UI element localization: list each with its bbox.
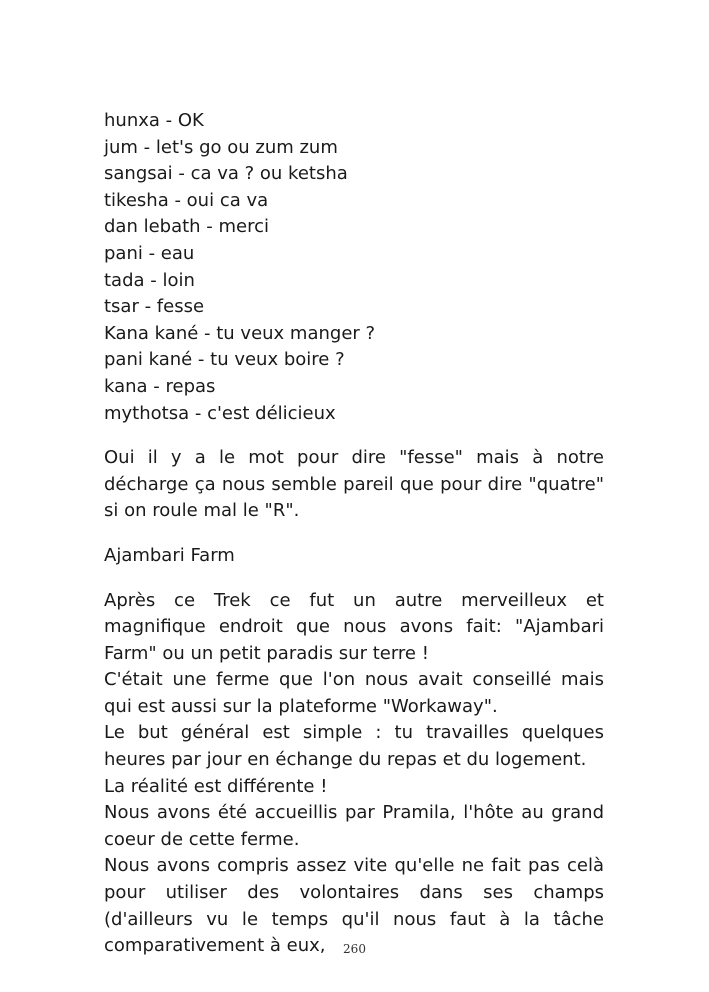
vocab-item: sangsai - ca va ? ou ketsha [104,163,348,185]
spacer [104,525,604,543]
spacer [104,427,604,445]
vocab-item: tsar - fesse [104,296,205,318]
page-number: 260 [343,942,366,956]
body-text [104,588,604,960]
vocab-item: tada - loin [104,269,195,291]
body-paragraph: Nous avons compris assez vite qu'elle ne fait pas celà pour utiliser des volontaires dans ses champs (d'ailleurs vu le temps qu'il nous faut à la tâche comparativement à eux, [104,855,604,957]
vocab-item: jum - let's go ou zum zum [104,136,338,158]
fesse-note-paragraph: Oui il y a le mot pour dire "fesse" mais à notre décharge ça nous semble pareil que pour dire "quatre" si on roule mal le "R". [104,447,604,522]
body-paragraph: Nous avons été accueillis par Pramila, l'hôte au grand coeur de cette ferme. [104,802,604,850]
vocab-item: kana - repas [104,375,216,397]
vocab-item: Kana kané - tu veux manger ? [104,322,376,344]
vocab-item: hunxa - OK [104,110,204,131]
vocab-item: tikesha - oui ca va [104,189,269,211]
vocab-item: pani - eau [104,242,195,264]
page-content [104,108,604,960]
vocab-item: dan lebath - merci [104,216,270,238]
spacer [104,570,604,588]
vocabulary-list [104,108,604,427]
body-paragraph: La réalité est différente ! [104,775,328,797]
vocab-item: pani kané - tu veux boire ? [104,349,345,371]
section-heading: Ajambari Farm [104,544,235,566]
body-paragraph: Après ce Trek ce fut un autre merveilleux et magnifique endroit que nous avons fait: "Ajambari Farm" ou un petit paradis sur terre ! [104,589,604,664]
body-paragraph: Le but général est simple : tu travailles quelques heures par jour en échange du repas et du logement. [104,722,604,771]
body-paragraph: C'était une ferme que l'on nous avait conseillé mais qui est aussi sur la plateforme "Workaway". [104,669,604,717]
vocab-item: mythotsa - c'est délicieux [104,402,336,424]
